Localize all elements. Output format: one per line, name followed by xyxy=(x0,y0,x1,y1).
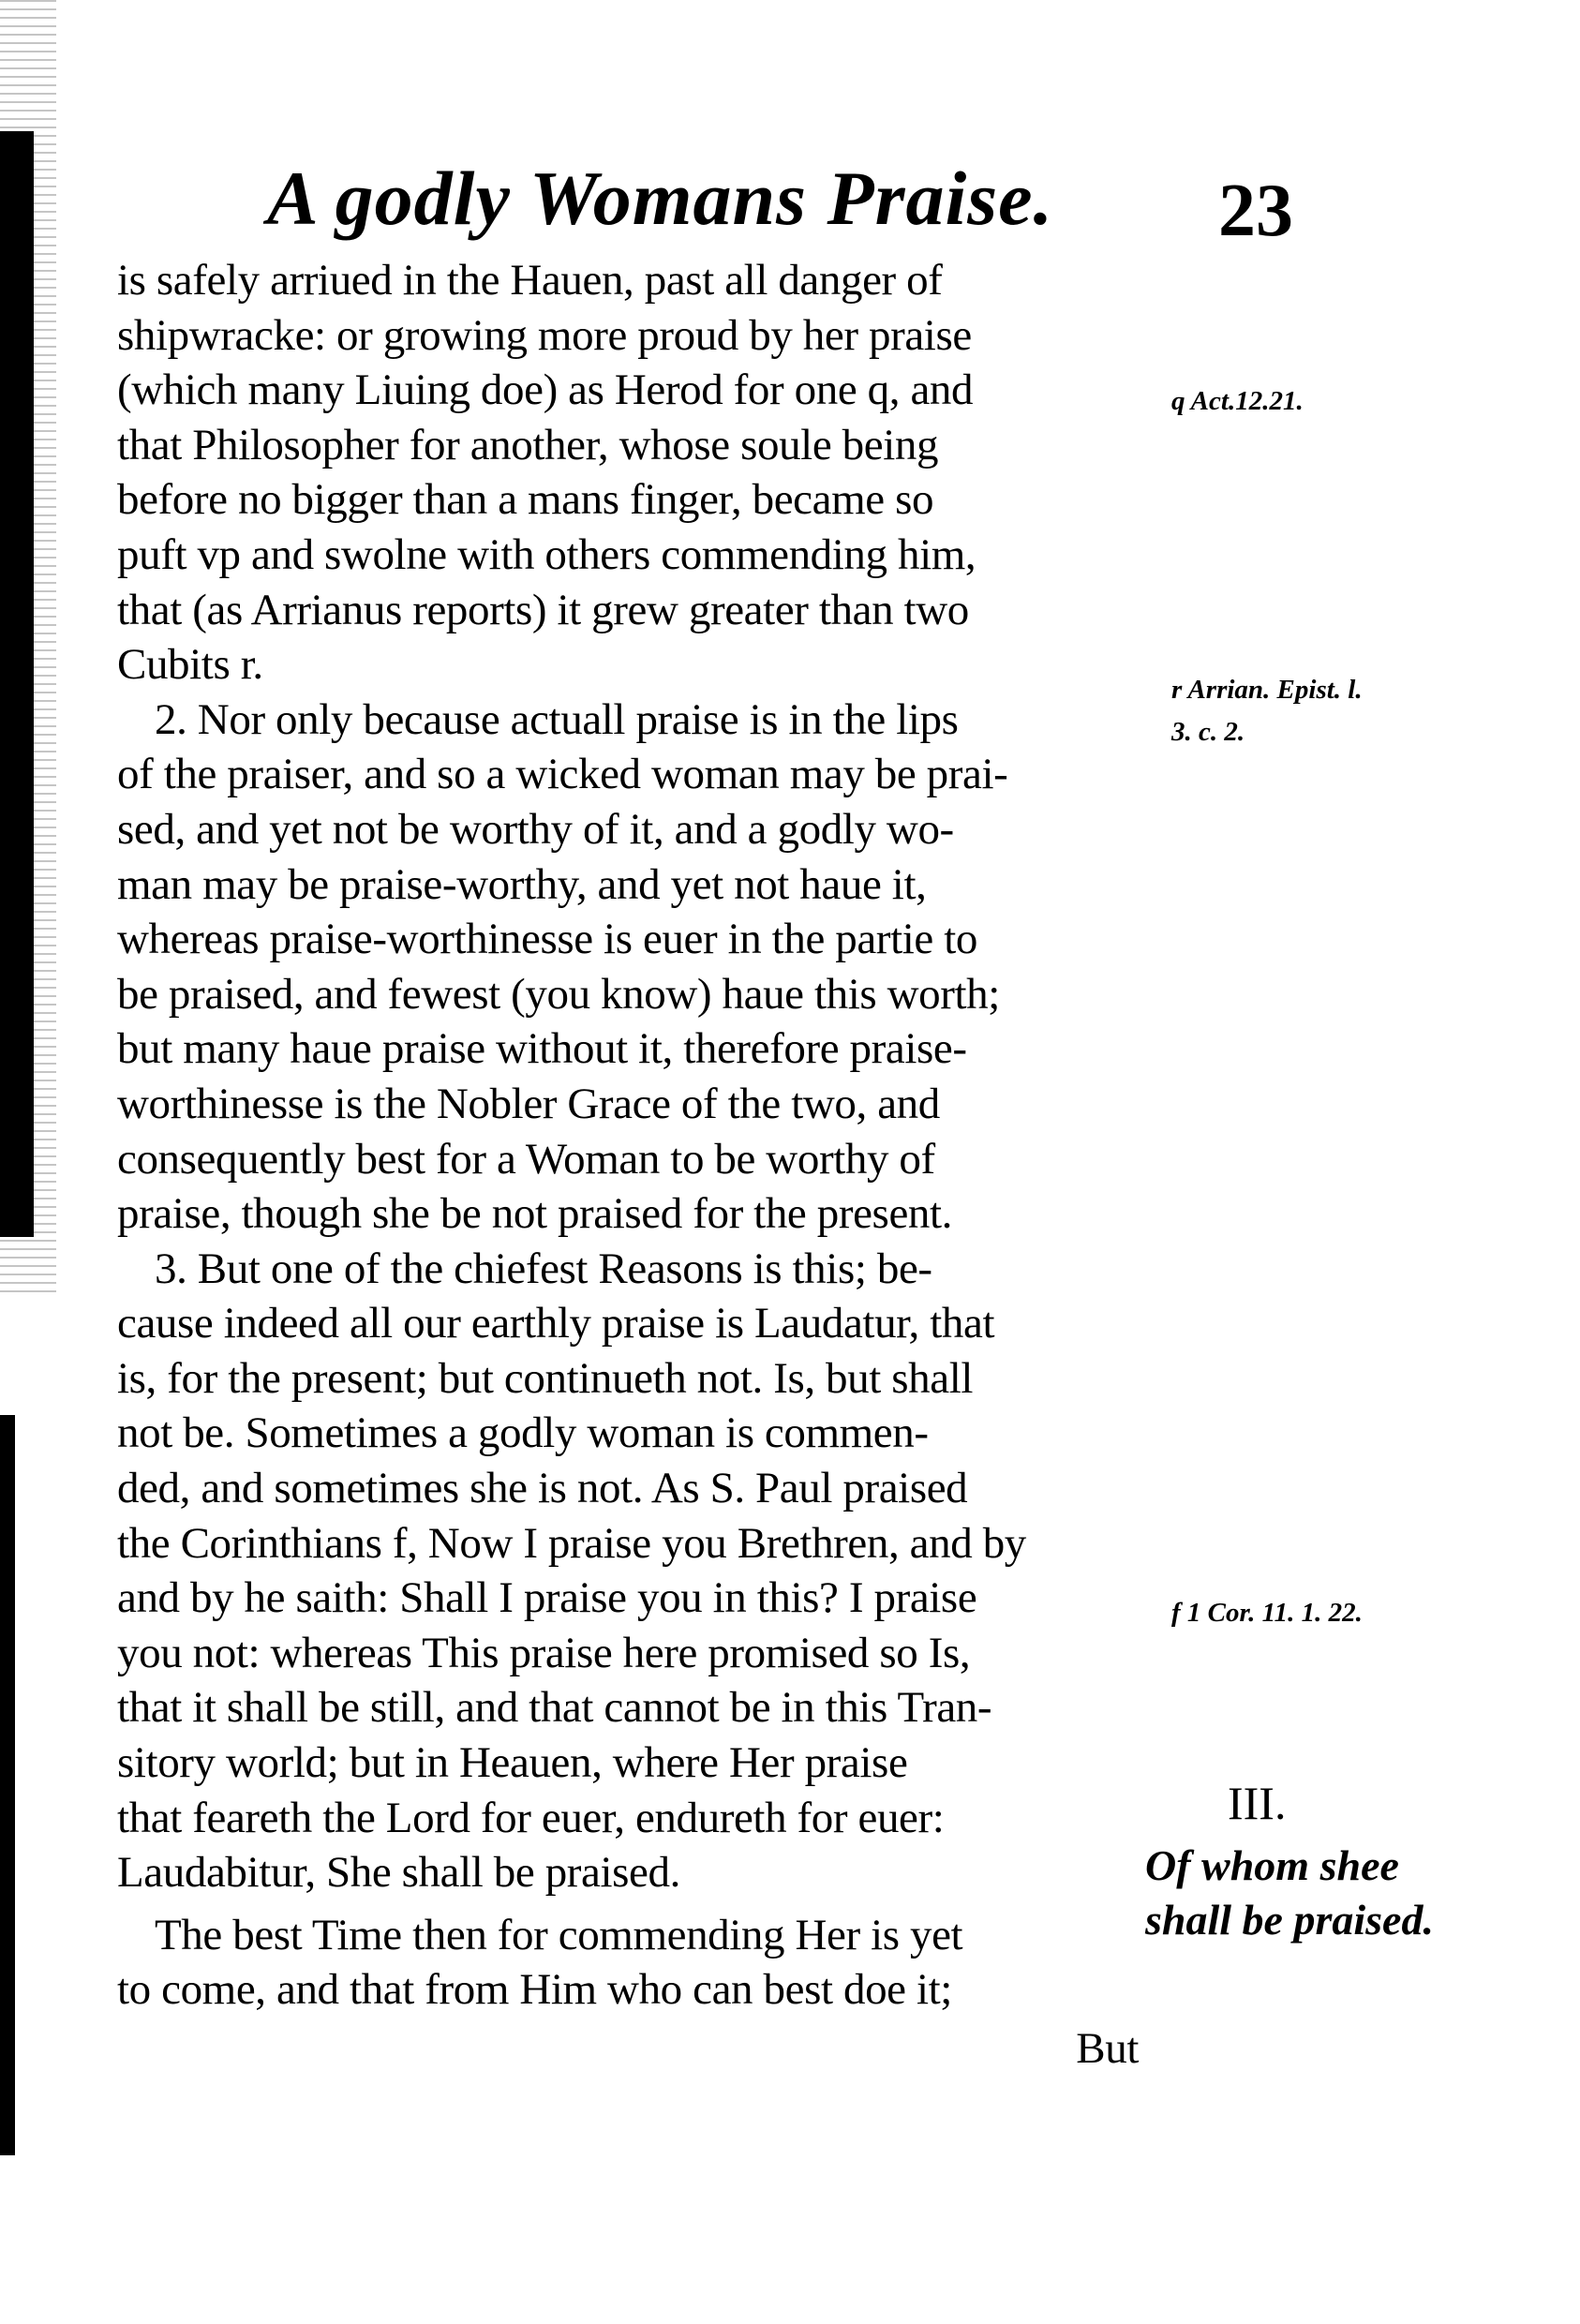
text-line: and by he saith: Shall I praise you in this? I praise xyxy=(117,1573,977,1623)
margin-note: r Arrian. Epist. l. xyxy=(1171,675,1363,705)
text-line: Laudabitur, She shall be praised. xyxy=(117,1848,680,1898)
text-line: that feareth the Lord for euer, endureth for euer: xyxy=(117,1793,945,1842)
margin-note: 3. c. 2. xyxy=(1171,717,1245,747)
text-line: is safely arriued in the Hauen, past all danger of xyxy=(117,256,943,305)
text-line: worthinesse is the Nobler Grace of the two, and xyxy=(117,1079,940,1128)
text-line: not be. Sometimes a godly woman is commen- xyxy=(117,1408,929,1458)
text-line: shipwracke: or growing more proud by her praise xyxy=(117,310,972,360)
text-line: puft vp and swolne with others commending him, xyxy=(117,529,976,579)
text-line: before no bigger than a mans finger, became so xyxy=(117,475,934,525)
page-number: 23 xyxy=(1218,170,1293,252)
section-caption-line: shall be praised. xyxy=(1145,1896,1434,1944)
text-line: of the praiser, and so a wicked woman may be prai- xyxy=(117,750,1008,799)
text-line: is, for the present; but continueth not. Is, but shall xyxy=(117,1353,974,1403)
text-line: that it shall be still, and that cannot be in this Tran- xyxy=(117,1683,992,1733)
text-line: ded, and sometimes she is not. As S. Paul praised xyxy=(117,1464,968,1513)
scan-edge-bar xyxy=(0,375,13,1031)
text-line: sitory world; but in Heauen, where Her praise xyxy=(117,1738,908,1788)
section-caption-line: Of whom shee xyxy=(1145,1841,1399,1889)
margin-note: q Act.12.21. xyxy=(1171,386,1304,416)
text-line: Cubits r. xyxy=(117,640,263,690)
catchword: But xyxy=(1076,2024,1139,2073)
running-head: A godly Womans Praise. xyxy=(267,156,1054,241)
paragraph-start: 3. But one of the chiefest Reasons is this; be- xyxy=(155,1244,932,1293)
text-line: cause indeed all our earthly praise is Laudatur, that xyxy=(117,1299,995,1348)
section-number: III. xyxy=(1228,1777,1287,1829)
text-line: that Philosopher for another, whose soule being xyxy=(117,420,939,469)
text-line: (which many Liuing doe) as Herod for one q, and xyxy=(117,365,974,415)
text-line: man may be praise-worthy, and yet not haue it, xyxy=(117,859,927,909)
text-line: but many haue praise without it, therefore praise- xyxy=(117,1024,967,1074)
text-line: whereas praise-worthinesse is euer in the partie to xyxy=(117,915,977,964)
section-caption xyxy=(1145,1839,1434,1947)
text-line: the Corinthians f, Now I praise you Brethren, and by xyxy=(117,1518,1026,1568)
text-line: sed, and yet not be worthy of it, and a godly wo- xyxy=(117,804,954,854)
scan-edge-bar xyxy=(0,1415,15,2155)
text-line: to come, and that from Him who can best doe it; xyxy=(117,1965,952,2015)
paragraph-start: The best Time then for commending Her is yet xyxy=(155,1910,963,1959)
paragraph-start: 2. Nor only because actuall praise is in the lips xyxy=(155,694,959,744)
text-line: praise, though she be not praised for the present. xyxy=(117,1189,953,1239)
text-line: be praised, and fewest (you know) haue this worth; xyxy=(117,969,1000,1019)
text-line: consequently best for a Woman to be worthy of xyxy=(117,1134,935,1184)
margin-note: f 1 Cor. 11. 1. 22. xyxy=(1171,1598,1363,1628)
text-line: that (as Arrianus reports) it grew greater than two xyxy=(117,585,969,634)
text-line: you not: whereas This praise here promised so Is, xyxy=(117,1628,971,1677)
body-text xyxy=(117,253,1167,2077)
